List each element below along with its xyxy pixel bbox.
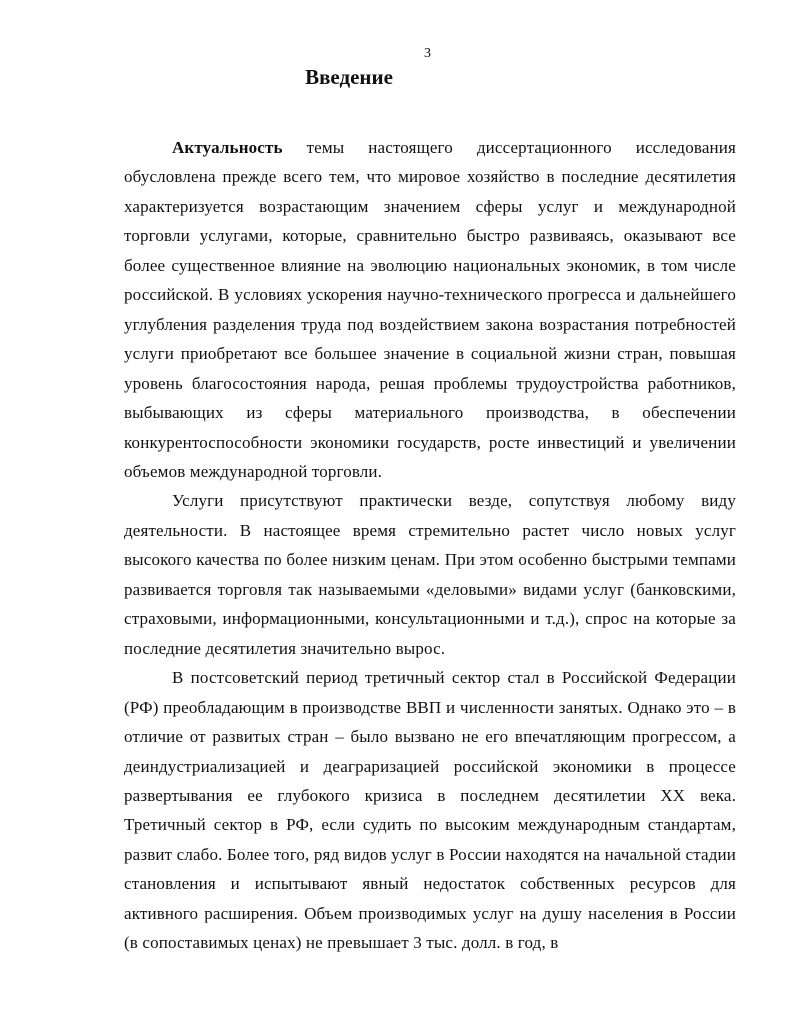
paragraph-services: Услуги присутствуют практически везде, сопутствуя любому виду деятельности. В настоящее время стремительно растет число новых услуг высокого качества по более низким ценам. При этом особенно быстрыми темпами развивается торговля так называемыми «деловыми» видами услуг (банковскими, страховыми, информационными, консультационными и т.д.), спрос на которые за последние десятилетия значительно вырос. [124, 491, 736, 658]
relevance-lead-word: Актуальность [172, 138, 283, 157]
paragraph-relevance [124, 133, 736, 486]
page-number: 3 [424, 46, 431, 61]
document-body [124, 133, 736, 958]
relevance-text: темы настоящего диссертационного исследования обусловлена прежде всего тем, что мировое хозяйство в последние десятилетия характеризуется возрастающим значением сферы услуг и международной торговли услугами, которые, сравнительно быстро развиваясь, оказывают все более существенное влияние на эволюцию национальных экономик, в том числе российской. В условиях ускорения научно-технического прогресса и дальнейшего углубления разделения труда под воздействием закона возрастания потребностей услуги приобретают все большее значение в социальной жизни стран, повышая уровень благосостояния народа, решая проблемы трудоустройства работников, выбывающих из сферы материального производства, в обеспечении конкурентоспособности экономики государств, росте инвестиций и увеличении объемов международной торговли. [124, 138, 736, 481]
paragraph-post-soviet: В постсоветский период третичный сектор стал в Российской Федерации (РФ) преобладающим в производстве ВВП и численности занятых. Однако это – в отличие от развитых стран – было вызвано не его впечатляющим прогрессом, а деиндустриализацией и деаграризацией российской экономики в процессе развертывания ее глубокого кризиса в последнем десятилетии XX века. Третичный сектор в РФ, если судить по высоким международным стандартам, развит слабо. Более того, ряд видов услуг в России находятся на начальной стадии становления и испытывают явный недостаток собственных ресурсов для активного расширения. Объем производимых услуг на душу населения в России (в сопоставимых ценах) не превышает 3 тыс. долл. в год, в [124, 668, 736, 953]
page-title: Введение [305, 65, 393, 89]
